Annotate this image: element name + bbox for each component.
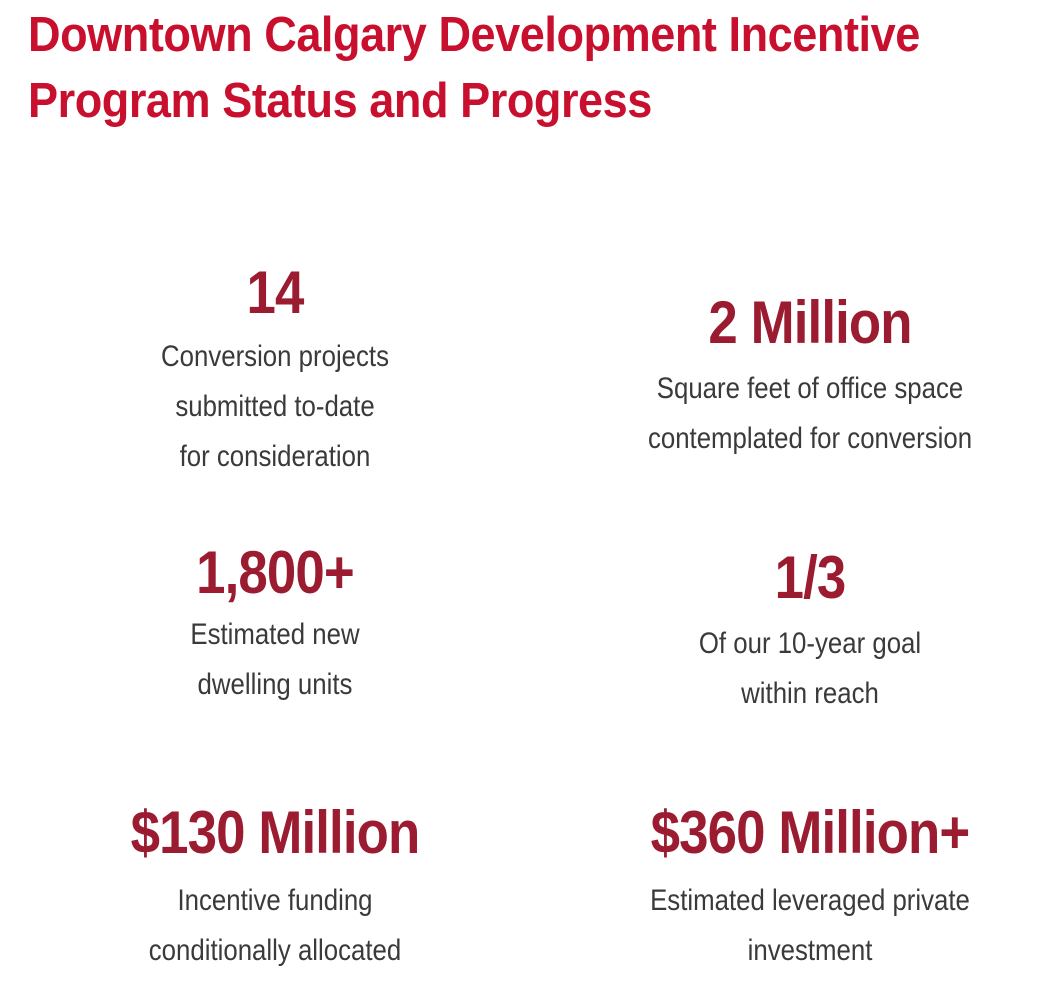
stat-value: 2 Million — [708, 289, 912, 356]
stat-description: Estimated new dwelling units — [190, 618, 360, 701]
stat-value: $360 Million+ — [650, 799, 970, 866]
stat-value: 1/3 — [774, 544, 846, 611]
stat-description: Estimated leveraged private investment — [650, 884, 970, 967]
stat-incentive-funding — [30, 800, 520, 976]
stat-description: Incentive funding conditionally allocated — [148, 884, 402, 967]
stat-value: 14 — [246, 259, 304, 326]
stat-description: Square feet of office space contemplated for conversion — [647, 372, 973, 455]
stat-ten-year-goal — [590, 545, 1030, 719]
page-title: Downtown Calgary Development Incentive Program Status and Progress — [28, 8, 920, 128]
stat-value: $130 Million — [130, 799, 420, 866]
stat-value: 1,800+ — [196, 539, 354, 606]
stat-office-space — [590, 290, 1030, 464]
stat-dwelling-units — [60, 540, 490, 710]
stat-private-investment — [570, 800, 1050, 976]
stat-conversion-projects — [60, 260, 490, 482]
stat-description: Conversion projects submitted to-date for consideration — [160, 340, 390, 473]
stat-description: Of our 10-year goal within reach — [698, 627, 922, 710]
